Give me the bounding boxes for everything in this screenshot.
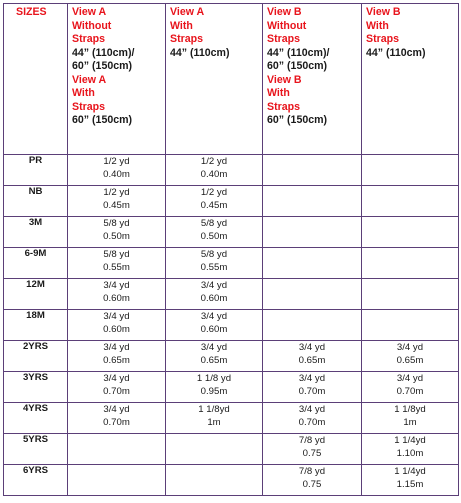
metric-value: 0.60m	[200, 324, 228, 335]
yardage-value: 1/2 yd	[200, 187, 228, 198]
view-b-without-cell	[263, 155, 362, 186]
view-b-without-cell	[263, 341, 362, 372]
metric-value: 0.60m	[103, 324, 130, 335]
view-a-without-straps-header	[68, 4, 166, 155]
view-a-without-cell	[68, 155, 166, 186]
table-row	[4, 403, 459, 434]
view-b-with-straps-header	[362, 4, 459, 155]
metric-value: 0.50m	[200, 231, 228, 242]
table-row	[4, 465, 459, 496]
yardage-value: 1 1/8yd	[394, 404, 426, 415]
yardage-value: 5/8 yd	[200, 249, 228, 260]
size-label: 12M	[4, 279, 68, 310]
yardage-value: 1/2 yd	[103, 156, 130, 167]
view-b-without-cell	[263, 186, 362, 217]
header-line: Straps	[267, 100, 300, 113]
view-b-without-cell	[263, 310, 362, 341]
view-b-with-cell	[362, 434, 459, 465]
metric-value: 0.50m	[103, 231, 130, 242]
table-row	[4, 279, 459, 310]
metric-value: 1m	[403, 417, 417, 428]
header-line: 44” (110cm)/	[267, 46, 330, 59]
metric-value: 0.55m	[103, 262, 130, 273]
view-a-with-cell	[166, 310, 263, 341]
metric-value: 0.40m	[103, 169, 130, 180]
view-b-with-cell	[362, 155, 459, 186]
size-label: 6-9M	[4, 248, 68, 279]
header-line: Straps	[366, 33, 399, 45]
yardage-value: 3/4 yd	[396, 373, 424, 384]
size-label: 4YRS	[4, 403, 68, 434]
view-b-without-cell	[263, 248, 362, 279]
header-line: With	[366, 19, 389, 32]
yardage-value: 3/4 yd	[298, 373, 326, 384]
view-b-with-cell	[362, 279, 459, 310]
view-a-with-cell	[166, 279, 263, 310]
view-b-with-cell	[362, 248, 459, 279]
yardage-value: 3/4 yd	[103, 342, 130, 353]
size-label: 3YRS	[4, 372, 68, 403]
metric-value: 0.95m	[200, 386, 228, 397]
yardage-value: 1/2 yd	[200, 156, 228, 167]
view-b-with-cell	[362, 186, 459, 217]
size-label: 5YRS	[4, 434, 68, 465]
view-b-with-cell	[362, 403, 459, 434]
metric-value: 0.70m	[298, 386, 326, 397]
view-a-without-cell	[68, 186, 166, 217]
metric-value: 0.70m	[103, 417, 130, 428]
yardage-value: 3/4 yd	[103, 404, 130, 415]
view-a-with-cell	[166, 217, 263, 248]
view-a-with-straps-header	[166, 4, 263, 155]
size-label: 6YRS	[4, 465, 68, 496]
yardage-value: 3/4 yd	[200, 342, 228, 353]
view-b-without-cell	[263, 279, 362, 310]
view-a-without-cell	[68, 279, 166, 310]
table-row	[4, 217, 459, 248]
metric-value: 0.65m	[103, 355, 130, 366]
header-line: Straps	[170, 33, 203, 45]
header-line: View A	[72, 73, 107, 86]
size-label: 3M	[4, 217, 68, 248]
size-label: 2YRS	[4, 341, 68, 372]
yardage-value: 3/4 yd	[200, 280, 228, 291]
table-row	[4, 372, 459, 403]
view-a-without-cell	[68, 403, 166, 434]
metric-value: 0.65m	[298, 355, 326, 366]
metric-value: 1.15m	[396, 479, 424, 490]
view-b-without-cell	[263, 434, 362, 465]
view-b-with-cell	[362, 217, 459, 248]
metric-value: 1.10m	[396, 448, 424, 459]
view-a-without-cell	[68, 434, 166, 465]
view-a-without-cell	[68, 372, 166, 403]
size-label: NB	[4, 186, 68, 217]
view-a-with-cell	[166, 434, 263, 465]
header-line: 60” (150cm)	[72, 114, 133, 126]
table-row	[4, 434, 459, 465]
yardage-value: 5/8 yd	[200, 218, 228, 229]
header-line: View A	[170, 6, 205, 18]
table-row	[4, 310, 459, 341]
yardage-value: 3/4 yd	[298, 342, 326, 353]
header-line: Without	[267, 19, 307, 32]
yardage-value: 1/2 yd	[103, 187, 130, 198]
metric-value: 0.45m	[200, 200, 228, 211]
metric-value: 0.65m	[396, 355, 424, 366]
view-a-without-cell	[68, 248, 166, 279]
view-a-without-cell	[68, 341, 166, 372]
table-row	[4, 248, 459, 279]
header-line: View B	[267, 6, 302, 18]
view-a-with-cell	[166, 341, 263, 372]
view-b-with-cell	[362, 465, 459, 496]
view-a-with-cell	[166, 403, 263, 434]
header-row	[4, 4, 459, 155]
yardage-value: 7/8 yd	[298, 466, 326, 477]
metric-value: 0.70m	[103, 386, 130, 397]
table-row	[4, 186, 459, 217]
metric-value: 0.65m	[200, 355, 228, 366]
yardage-value: 1 1/4yd	[394, 435, 426, 446]
metric-value: 0.55m	[200, 262, 228, 273]
yardage-value: 3/4 yd	[200, 311, 228, 322]
yardage-table	[3, 3, 459, 496]
sizes-header-cell	[4, 4, 68, 155]
view-b-with-cell	[362, 372, 459, 403]
header-line: View B	[267, 73, 302, 86]
sizes-header: SIZES	[16, 6, 47, 18]
header-line: 44” (110cm)/	[72, 46, 135, 59]
view-b-without-cell	[263, 403, 362, 434]
table-row	[4, 341, 459, 372]
yardage-value: 7/8 yd	[298, 435, 326, 446]
header-line: Straps	[72, 100, 105, 113]
view-b-without-cell	[263, 217, 362, 248]
yardage-value: 3/4 yd	[396, 342, 424, 353]
yardage-value: 1 1/8yd	[198, 404, 230, 415]
yardage-value: 5/8 yd	[103, 218, 130, 229]
header-line: Without	[72, 19, 112, 32]
view-b-without-straps-header	[263, 4, 362, 155]
header-line: 44” (110cm)	[170, 46, 230, 59]
view-b-with-cell	[362, 310, 459, 341]
yardage-value: 3/4 yd	[103, 373, 130, 384]
view-b-with-cell	[362, 341, 459, 372]
metric-value: 0.75	[302, 479, 322, 490]
view-a-with-cell	[166, 248, 263, 279]
yardage-value: 5/8 yd	[103, 249, 130, 260]
header-line: Straps	[72, 33, 105, 45]
header-line: 60” (150cm)	[72, 60, 133, 72]
view-a-without-cell	[68, 217, 166, 248]
header-line: View A	[72, 6, 107, 18]
view-a-with-cell	[166, 465, 263, 496]
yardage-value: 3/4 yd	[298, 404, 326, 415]
header-line: With	[72, 87, 95, 99]
metric-value: 0.75	[302, 448, 322, 459]
view-a-without-cell	[68, 465, 166, 496]
header-line: With	[170, 19, 193, 32]
table-row	[4, 155, 459, 186]
size-label: 18M	[4, 310, 68, 341]
metric-value: 0.60m	[103, 293, 130, 304]
metric-value: 0.45m	[103, 200, 130, 211]
view-b-without-cell	[263, 465, 362, 496]
metric-value: 0.70m	[298, 417, 326, 428]
header-line: 44” (110cm)	[366, 46, 426, 59]
metric-value: 0.40m	[200, 169, 228, 180]
yardage-value: 3/4 yd	[103, 311, 130, 322]
yardage-value: 1 1/4yd	[394, 466, 426, 477]
header-line: 60” (150cm)	[267, 114, 328, 126]
yardage-value: 3/4 yd	[103, 280, 130, 291]
header-line: With	[267, 87, 290, 99]
size-label: PR	[4, 155, 68, 186]
metric-value: 0.60m	[200, 293, 228, 304]
view-b-without-cell	[263, 372, 362, 403]
view-a-with-cell	[166, 155, 263, 186]
metric-value: 0.70m	[396, 386, 424, 397]
header-line: 60” (150cm)	[267, 60, 328, 72]
view-a-without-cell	[68, 310, 166, 341]
yardage-value: 1 1/8 yd	[196, 373, 232, 384]
metric-value: 1m	[207, 417, 221, 428]
header-line: Straps	[267, 33, 300, 45]
view-a-with-cell	[166, 372, 263, 403]
view-a-with-cell	[166, 186, 263, 217]
header-line: View B	[366, 6, 401, 18]
